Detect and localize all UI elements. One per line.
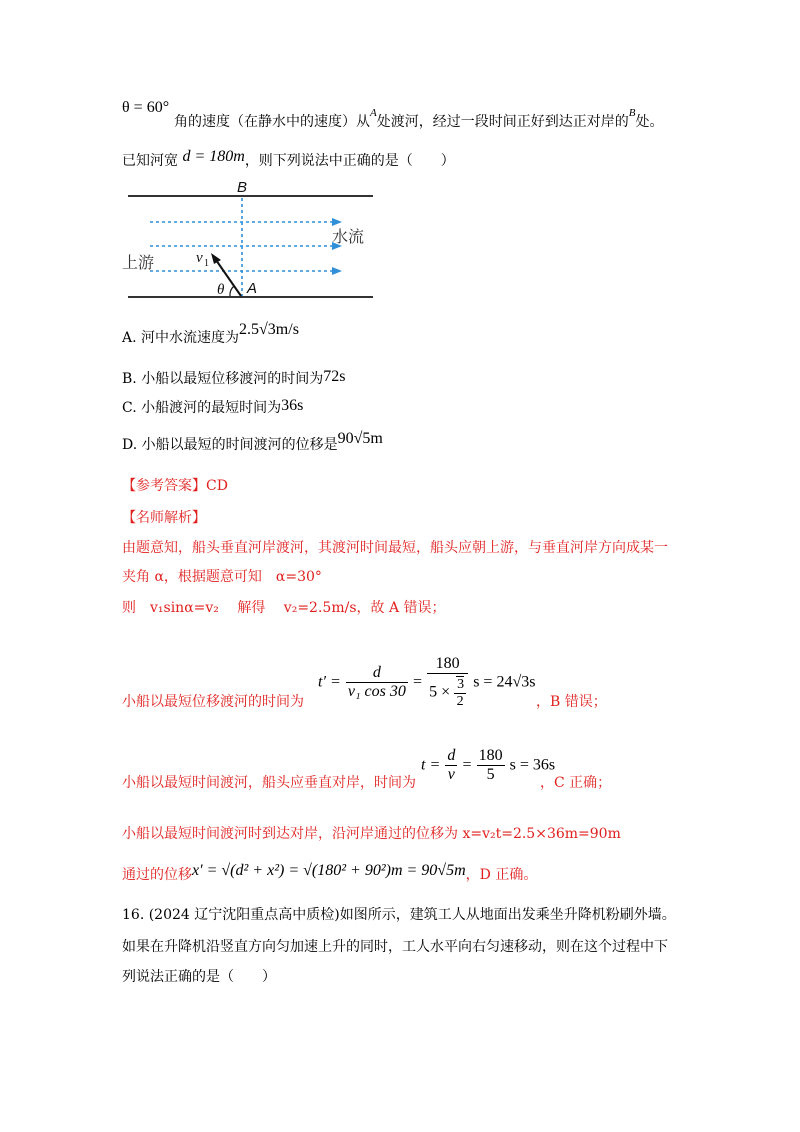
diagram-label-b: B [237, 179, 248, 196]
f1-rhs: s = 24√3s [473, 673, 536, 691]
f2-den2: 5 [486, 766, 495, 783]
q15-line1-text: 角的速度（在静水中的速度）从 [174, 114, 370, 130]
analysis-line4: 小船以最短位移渡河的时间为 [122, 694, 304, 710]
option-a [122, 321, 299, 347]
analysis-line4-tail: ，B 错误； [536, 694, 607, 710]
f1-den: v₁ cos 30 [347, 683, 406, 700]
analysis-line7-text: 通过的位移 [122, 867, 192, 883]
diagram-label-upstream: 上游 [122, 253, 155, 272]
flow-lines [150, 222, 332, 271]
answer-value: CD [206, 478, 228, 494]
option-c-text: C. 小船渡河的最短时间为 [122, 400, 282, 416]
q15-line1-end: 处。 [635, 114, 664, 130]
analysis-label: 【名师解析】 [122, 510, 206, 526]
option-a-expr: 2.5√3m/s [239, 321, 299, 338]
diagram-label-flow: 水流 [332, 227, 365, 246]
q15-line2 [122, 150, 455, 170]
option-b-text: B. 小船以最短位移渡河的时间为 [122, 371, 324, 387]
diagram-label-theta: θ [217, 282, 225, 298]
analysis-line3: 则 v₁sinα=v₂ 解得 v₂=2.5m/s，故 A 错误； [122, 600, 446, 616]
f1-den2-sqrt: 3 [457, 677, 465, 692]
f1-den2-2: 2 [456, 694, 464, 709]
option-b [122, 368, 345, 388]
q16-line1: 16. (2024 辽宁沈阳重点高中质检)如图所示，建筑工人从地面出发乘坐升降机粉刷外墙。 [122, 907, 676, 923]
answer-line [122, 475, 228, 495]
f1-num2: 180 [427, 655, 468, 674]
q16-line3: 列说法正确的是（ ） [122, 969, 276, 985]
analysis-line6: 小船以最短时间渡河时到达对岸，沿河岸通过的位移为 x=v₂t=2.5×36m=90m [122, 826, 621, 842]
q15-line1 [174, 107, 664, 131]
analysis-line5-tail: ，C 正确； [540, 775, 612, 791]
f1-frac2 [427, 655, 468, 710]
f2-num: d [447, 747, 456, 764]
f2-rhs: s = 36s [509, 756, 556, 774]
option-a-text: A. 河中水流速度为 [122, 330, 240, 346]
q16-line2: 如果在升降机沿竖直方向匀加速上升的同时，工人水平向右匀速移动，则在这个过程中下 [122, 939, 668, 955]
answer-label: 【参考答案】 [122, 478, 206, 494]
f2-lhs: t = [421, 756, 441, 774]
river-diagram [120, 178, 380, 304]
option-c [122, 397, 303, 417]
point-b-label: B [628, 107, 636, 119]
q15-line1-mid: 处渡河，经过一段时间正好到达正对岸的 [376, 114, 629, 130]
theta-expression: θ = 60° [122, 99, 170, 116]
f2-frac1 [445, 747, 457, 784]
analysis-line5: 小船以最短时间渡河，船头应垂直对岸，时间为 [122, 775, 416, 791]
f1-lhs: t′ = [318, 673, 341, 691]
river-width-expr: d = 180m [182, 148, 245, 165]
option-b-expr: 72s [323, 368, 346, 385]
option-c-expr: 36s [281, 397, 304, 414]
diagram-label-a: A [247, 280, 258, 297]
q15-line2-post: ，则下列说法中正确的是（ ） [244, 153, 455, 169]
f2-num2: 180 [478, 747, 503, 764]
diagram-label-v-sub: 1 [204, 258, 209, 269]
diagram-label-v: v [196, 250, 203, 266]
analysis-line7 [122, 864, 537, 884]
theta-arc [230, 286, 234, 296]
f2-frac2 [477, 747, 505, 784]
option-d [122, 430, 383, 454]
option-d-expr: 90√5m [337, 430, 383, 447]
f1-den2: 5 × [429, 683, 451, 701]
analysis-line7-tail: ，D 正确。 [465, 867, 538, 883]
f1-num: d [346, 664, 408, 683]
q15-line2-pre: 已知河宽 [122, 153, 178, 169]
option-d-text: D. 小船以最短的时间渡河的位移是 [122, 437, 338, 453]
f1-frac1 [346, 664, 408, 701]
formula-displacement: x′ = √(d² + x²) = √(180² + 90²)m = 90√5m [192, 862, 466, 879]
formula-shortest-path-time: t′ = $\frac{d}{\text{v₁ cos 30}}$ = 180 5 × $\frac{3}{2}$ s = 24√3s [318, 655, 536, 709]
point-a-label: A [370, 107, 377, 119]
formula-shortest-time: t = $\frac{d}{v}$ = $\frac{180}{5}$ s = 36s [421, 747, 556, 783]
analysis-line2: 夹角 α，根据题意可知 α=30° [122, 569, 322, 585]
f2-den: v [447, 766, 455, 783]
v1-arrowhead [211, 253, 221, 264]
analysis-line1: 由题意知，船头垂直河岸渡河，其渡河时间最短，船头应朝上游，与垂直河岸方向成某一 [122, 540, 668, 556]
